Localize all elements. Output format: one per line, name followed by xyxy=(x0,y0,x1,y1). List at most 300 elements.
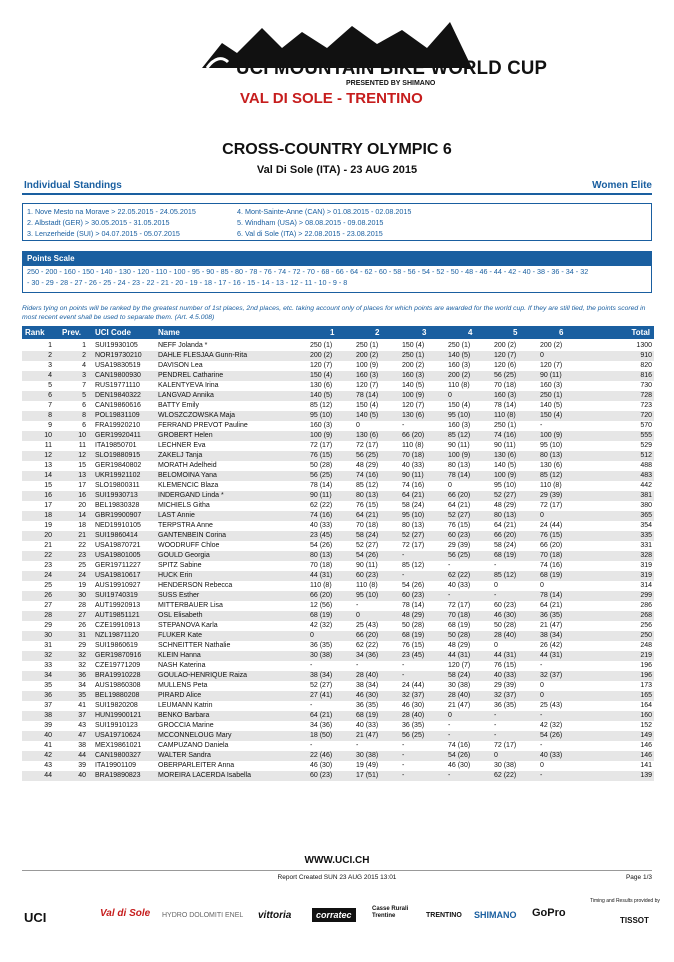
website-link[interactable]: WWW.UCI.CH xyxy=(304,855,370,866)
rank-cell: 25 xyxy=(44,582,52,589)
table-row xyxy=(22,431,654,441)
uci-code-cell: USA19830519 xyxy=(95,362,141,369)
rider-name-cell: BENKO Barbara xyxy=(158,712,210,719)
rank-cell: 31 xyxy=(44,642,52,649)
rider-name-cell: MITTERBAUER Lisa xyxy=(158,602,223,609)
event-4-points-cell: 160 (3) xyxy=(448,362,471,369)
event-1-points-cell: 72 (17) xyxy=(310,442,333,449)
event-4-points-cell: 64 (21) xyxy=(448,502,471,509)
event-3-points-cell: 60 (23) xyxy=(402,592,425,599)
event-item: 5. Windham (USA) > 08.08.2015 - 09.08.2015 xyxy=(237,218,384,227)
event-1-points-cell: 22 (46) xyxy=(310,752,333,759)
event-2-points-cell: 160 (3) xyxy=(356,372,379,379)
total-points-cell: 488 xyxy=(640,462,652,469)
uci-code-cell: BEL19830328 xyxy=(95,502,140,509)
event-5-points-cell: 70 (18) xyxy=(494,382,517,389)
event-2-points-cell: 95 (10) xyxy=(356,592,379,599)
event-6-points-cell: 21 (47) xyxy=(540,622,563,629)
rank-cell: 30 xyxy=(44,632,52,639)
event-4-points-cell: 46 (30) xyxy=(448,762,471,769)
col-event-4: 4 xyxy=(468,328,473,337)
col-prev: Prev. xyxy=(62,328,81,337)
col-code: UCI Code xyxy=(95,328,131,337)
event-5-points-cell: 40 (33) xyxy=(494,672,517,679)
sponsor-logo-gopro: GoPro xyxy=(532,907,566,919)
sponsor-logo-casse-rurali: Casse Rurali Trentine xyxy=(372,906,409,919)
event-5-points-cell: 58 (24) xyxy=(494,542,517,549)
prev-rank-cell: 12 xyxy=(78,452,86,459)
event-2-points-cell: 54 (26) xyxy=(356,552,379,559)
rank-cell: 37 xyxy=(44,702,52,709)
event-6-points-cell: 78 (14) xyxy=(540,592,563,599)
event-4-points-cell: 68 (19) xyxy=(448,622,471,629)
event-4-points-cell: 70 (18) xyxy=(448,612,471,619)
event-1-points-cell: 130 (6) xyxy=(310,382,333,389)
total-points-cell: 723 xyxy=(640,402,652,409)
rider-name-cell: LANGVAD Annika xyxy=(158,392,214,399)
event-2-points-cell: 66 (20) xyxy=(356,632,379,639)
event-6-points-cell: 110 (8) xyxy=(540,482,562,489)
uci-code-cell: AUT19851121 xyxy=(95,612,140,619)
table-row xyxy=(22,711,654,721)
prev-rank-cell: 41 xyxy=(78,702,86,709)
event-6-points-cell: 76 (15) xyxy=(540,532,563,539)
prev-rank-cell: 23 xyxy=(78,552,86,559)
event-1-points-cell: 52 (27) xyxy=(310,682,333,689)
event-2-points-cell: 56 (25) xyxy=(356,452,379,459)
prev-rank-cell: 18 xyxy=(78,522,86,529)
rider-name-cell: MCCONNELOUG Mary xyxy=(158,732,232,739)
event-1-points-cell: 250 (1) xyxy=(310,342,333,349)
uci-code-cell: GER19711227 xyxy=(95,562,141,569)
total-points-cell: 1300 xyxy=(636,342,652,349)
total-points-cell: 165 xyxy=(640,692,652,699)
event-2-points-cell: 36 (35) xyxy=(356,702,379,709)
header-divider xyxy=(22,193,652,195)
total-points-cell: 910 xyxy=(640,352,652,359)
uci-code-cell: SUI19860414 xyxy=(95,532,138,539)
event-logo xyxy=(196,18,548,110)
event-6-points-cell: 72 (17) xyxy=(540,502,563,509)
rider-name-cell: GROCCIA Marine xyxy=(158,722,214,729)
event-3-points-cell: 160 (3) xyxy=(402,372,425,379)
uci-code-cell: AUT19920913 xyxy=(95,602,141,609)
total-points-cell: 730 xyxy=(640,382,652,389)
table-row xyxy=(22,601,654,611)
event-5-points-cell: 72 (17) xyxy=(494,742,517,749)
event-3-points-cell: 110 (8) xyxy=(402,442,424,449)
total-points-cell: 328 xyxy=(640,552,652,559)
event-4-points-cell: - xyxy=(448,772,451,779)
event-5-points-cell: 29 (39) xyxy=(494,682,517,689)
uci-code-cell: POL19831109 xyxy=(95,412,140,419)
event-2-points-cell: 28 (40) xyxy=(356,672,379,679)
uci-code-cell: SUI19860619 xyxy=(95,642,138,649)
event-5-points-cell: 48 (29) xyxy=(494,502,517,509)
event-5-points-cell: 120 (7) xyxy=(494,352,517,359)
event-3-points-cell: 70 (18) xyxy=(402,452,425,459)
rider-name-cell: KLEIN Hanna xyxy=(158,652,201,659)
event-3-points-cell: 100 (9) xyxy=(402,392,425,399)
uci-code-cell: BRA19890823 xyxy=(95,772,141,779)
event-1-points-cell: 95 (10) xyxy=(310,412,333,419)
event-4-points-cell: - xyxy=(448,732,451,739)
event-1-points-cell: 66 (20) xyxy=(310,592,333,599)
event-3-points-cell: 46 (30) xyxy=(402,702,425,709)
prev-rank-cell: 28 xyxy=(78,602,86,609)
event-4-points-cell: 100 (9) xyxy=(448,452,471,459)
uci-code-cell: USA19710624 xyxy=(95,732,141,739)
event-5-points-cell: - xyxy=(494,722,497,729)
total-points-cell: 442 xyxy=(640,482,652,489)
total-points-cell: 365 xyxy=(640,512,652,519)
event-4-points-cell: 52 (27) xyxy=(448,512,471,519)
table-row xyxy=(22,691,654,701)
event-3-points-cell: 140 (5) xyxy=(402,382,425,389)
event-5-points-cell: 36 (35) xyxy=(494,702,517,709)
event-4-points-cell: 0 xyxy=(448,482,452,489)
event-3-points-cell: - xyxy=(402,422,405,429)
rank-cell: 17 xyxy=(44,502,52,509)
uci-code-cell: USA19801005 xyxy=(95,552,141,559)
event-3-points-cell: 150 (4) xyxy=(402,342,425,349)
rank-cell: 28 xyxy=(44,612,52,619)
rider-name-cell: GOULD Georgia xyxy=(158,552,210,559)
event-5-points-cell: 90 (11) xyxy=(494,442,516,449)
event-2-points-cell: 62 (22) xyxy=(356,642,379,649)
event-3-points-cell: 250 (1) xyxy=(402,352,425,359)
event-3-points-cell: 90 (11) xyxy=(402,472,424,479)
rider-name-cell: GANTENBEIN Corina xyxy=(158,532,227,539)
rank-cell: 40 xyxy=(44,732,52,739)
tie-rule-note: Riders tying on points will be ranked by the greatest number of 1st places, 2nd places, etc. taking account only of places for which points are awarded for the world cup. If they are still tied, the points scored in most recent event shall be used to separate them. (Art. 4.5.008) xyxy=(22,305,646,321)
event-1-points-cell: 27 (41) xyxy=(310,692,333,699)
prev-rank-cell: 35 xyxy=(78,692,86,699)
event-6-points-cell: 38 (34) xyxy=(540,632,563,639)
rank-cell: 41 xyxy=(44,742,52,749)
event-4-points-cell: 50 (28) xyxy=(448,632,471,639)
prev-rank-cell: 34 xyxy=(78,682,86,689)
event-2-points-cell: 110 (8) xyxy=(356,582,378,589)
rank-cell: 16 xyxy=(44,492,52,499)
event-2-points-cell: 25 (43) xyxy=(356,622,379,629)
event-6-points-cell: 24 (44) xyxy=(540,522,563,529)
prev-rank-cell: 13 xyxy=(78,472,86,479)
uci-code-cell: SLO19880915 xyxy=(95,452,141,459)
total-points-cell: 152 xyxy=(640,722,652,729)
event-1-points-cell: 90 (11) xyxy=(310,492,332,499)
rider-name-cell: PENDREL Catharine xyxy=(158,372,224,379)
rank-cell: 3 xyxy=(48,362,52,369)
event-6-points-cell: 0 xyxy=(540,682,544,689)
event-2-points-cell: 52 (27) xyxy=(356,542,379,549)
event-3-points-cell: 52 (27) xyxy=(402,532,425,539)
col-event-1: 1 xyxy=(330,328,335,337)
rider-name-cell: STEPANOVA Karla xyxy=(158,622,218,629)
prev-rank-cell: 22 xyxy=(78,542,86,549)
uci-code-cell: AUS19910927 xyxy=(95,582,141,589)
event-5-points-cell: - xyxy=(494,562,497,569)
event-5-points-cell: 95 (10) xyxy=(494,482,517,489)
total-points-cell: 248 xyxy=(640,642,652,649)
uci-code-cell: MEX19861021 xyxy=(95,742,142,749)
rider-name-cell: PIRARD Alice xyxy=(158,692,202,699)
event-3-points-cell: - xyxy=(402,552,405,559)
rider-name-cell: WALTER Sandra xyxy=(158,752,211,759)
rank-cell: 34 xyxy=(44,672,52,679)
total-points-cell: 354 xyxy=(640,522,652,529)
table-row xyxy=(22,451,654,461)
event-1-points-cell: 50 (28) xyxy=(310,462,333,469)
total-points-cell: 314 xyxy=(640,582,652,589)
table-row xyxy=(22,471,654,481)
table-row xyxy=(22,461,654,471)
uci-code-cell: USA19810617 xyxy=(95,572,141,579)
event-4-points-cell: 90 (11) xyxy=(448,442,470,449)
event-6-points-cell: 0 xyxy=(540,352,544,359)
rider-name-cell: NEFF Jolanda * xyxy=(158,342,208,349)
rider-name-cell: SCHNEITTER Nathalie xyxy=(158,642,231,649)
event-3-points-cell: 23 (45) xyxy=(402,652,425,659)
rank-cell: 7 xyxy=(48,402,52,409)
event-3-points-cell: 40 (33) xyxy=(402,462,425,469)
event-2-points-cell: 80 (13) xyxy=(356,492,379,499)
event-5-points-cell: 130 (6) xyxy=(494,452,517,459)
sponsor-logo-vittoria: vittoria xyxy=(258,910,292,921)
uci-code-cell: FRA19920210 xyxy=(95,422,141,429)
rank-cell: 26 xyxy=(44,592,52,599)
prev-rank-cell: 25 xyxy=(78,562,86,569)
event-6-points-cell: 0 xyxy=(540,692,544,699)
event-2-points-cell: 120 (7) xyxy=(356,382,379,389)
event-3-points-cell: - xyxy=(402,772,405,779)
uci-code-cell: SUI19930105 xyxy=(95,342,138,349)
prev-rank-cell: 29 xyxy=(78,642,86,649)
prev-rank-cell: 36 xyxy=(78,672,86,679)
sponsor-logo-trentino: TRENTINO xyxy=(426,912,462,919)
prev-rank-cell: 6 xyxy=(82,422,86,429)
event-5-points-cell: 100 (9) xyxy=(494,472,517,479)
event-2-points-cell: 200 (2) xyxy=(356,352,379,359)
event-4-points-cell: - xyxy=(448,722,451,729)
event-1-points-cell: 85 (12) xyxy=(310,402,333,409)
event-2-points-cell: 34 (36) xyxy=(356,652,379,659)
table-row xyxy=(22,551,654,561)
event-1-points-cell: 200 (2) xyxy=(310,352,333,359)
table-header xyxy=(22,326,654,339)
uci-code-cell: BRA19910228 xyxy=(95,672,141,679)
prev-rank-cell: 47 xyxy=(78,732,86,739)
event-6-points-cell: 29 (39) xyxy=(540,492,563,499)
table-row xyxy=(22,681,654,691)
table-row xyxy=(22,701,654,711)
rider-name-cell: GROBERT Helen xyxy=(158,432,213,439)
total-points-cell: 256 xyxy=(640,622,652,629)
event-6-points-cell: 85 (12) xyxy=(540,472,563,479)
uci-code-cell: NOR19730210 xyxy=(95,352,142,359)
uci-code-cell: SUI19740319 xyxy=(95,592,138,599)
event-2-points-cell: 140 (5) xyxy=(356,412,379,419)
rider-name-cell: MICHIELS Githa xyxy=(158,502,210,509)
rank-cell: 10 xyxy=(44,432,52,439)
event-1-points-cell: 30 (38) xyxy=(310,652,333,659)
event-5-points-cell: 64 (21) xyxy=(494,522,517,529)
event-1-points-cell: 0 xyxy=(310,632,314,639)
event-6-points-cell: 200 (2) xyxy=(540,342,563,349)
uci-code-cell: NED19910105 xyxy=(95,522,141,529)
event-5-points-cell: 50 (28) xyxy=(494,622,517,629)
event-5-points-cell: 140 (5) xyxy=(494,462,517,469)
event-5-points-cell: 0 xyxy=(494,582,498,589)
prev-rank-cell: 16 xyxy=(78,492,86,499)
event-6-points-cell: 36 (35) xyxy=(540,612,563,619)
event-4-points-cell: 56 (25) xyxy=(448,552,471,559)
event-4-points-cell: 0 xyxy=(448,712,452,719)
sponsor-logo-uci: UCI xyxy=(24,910,47,925)
event-4-points-cell: 110 (8) xyxy=(448,382,470,389)
table-row xyxy=(22,761,654,771)
uci-code-cell: SLO19800311 xyxy=(95,482,140,489)
rank-cell: 1 xyxy=(48,342,52,349)
event-item: 1. Nove Mesto na Morave > 22.05.2015 - 24.05.2015 xyxy=(27,207,196,216)
rank-cell: 5 xyxy=(48,382,52,389)
event-3-points-cell: 68 (19) xyxy=(402,632,425,639)
event-2-points-cell: 72 (17) xyxy=(356,442,379,449)
page-subtitle: Val Di Sole (ITA) - 23 AUG 2015 xyxy=(256,164,418,176)
event-4-points-cell: 250 (1) xyxy=(448,342,471,349)
rank-cell: 39 xyxy=(44,722,52,729)
uci-code-cell: BEL19880208 xyxy=(95,692,140,699)
total-points-cell: 139 xyxy=(640,772,652,779)
uci-code-cell: ITA19901109 xyxy=(95,762,136,769)
rank-cell: 29 xyxy=(44,622,52,629)
event-4-points-cell: 95 (10) xyxy=(448,412,471,419)
event-1-points-cell: 46 (30) xyxy=(310,762,333,769)
rider-name-cell: INDERGAND Linda * xyxy=(158,492,224,499)
table-row xyxy=(22,521,654,531)
total-points-cell: 331 xyxy=(640,542,652,549)
event-3-points-cell: 66 (20) xyxy=(402,432,425,439)
rider-name-cell: DAVISON Lea xyxy=(158,362,203,369)
event-2-points-cell: 78 (14) xyxy=(356,392,379,399)
rider-name-cell: HENDERSON Rebecca xyxy=(158,582,233,589)
event-1-points-cell: 56 (25) xyxy=(310,472,333,479)
event-1-points-cell: 38 (34) xyxy=(310,672,333,679)
rank-cell: 38 xyxy=(44,712,52,719)
prev-rank-cell: 19 xyxy=(78,582,86,589)
sponsor-logo-hydro: HYDRO DOLOMITI ENEL xyxy=(162,912,244,919)
total-points-cell: 335 xyxy=(640,532,652,539)
event-1-points-cell: 140 (5) xyxy=(310,392,333,399)
event-4-points-cell: - xyxy=(448,592,451,599)
event-6-points-cell: 68 (19) xyxy=(540,572,563,579)
rank-cell: 43 xyxy=(44,762,52,769)
total-points-cell: 173 xyxy=(640,682,652,689)
event-2-points-cell: 0 xyxy=(356,422,360,429)
event-5-points-cell: 120 (6) xyxy=(494,362,517,369)
event-4-points-cell: 30 (38) xyxy=(448,682,471,689)
table-row xyxy=(22,561,654,571)
col-name: Name xyxy=(158,328,180,337)
event-3-points-cell: 64 (21) xyxy=(402,492,425,499)
table-row xyxy=(22,721,654,731)
uci-code-cell: GER19870916 xyxy=(95,652,142,659)
event-1-points-cell: 70 (18) xyxy=(310,562,333,569)
table-row xyxy=(22,531,654,541)
col-event-3: 3 xyxy=(422,328,427,337)
event-6-points-cell: 100 (9) xyxy=(540,432,563,439)
rank-cell: 9 xyxy=(48,422,52,429)
rank-cell: 11 xyxy=(44,442,52,449)
table-row xyxy=(22,421,654,431)
uci-code-cell: SUI19930713 xyxy=(95,492,138,499)
event-1-points-cell: - xyxy=(310,742,313,749)
table-row xyxy=(22,771,654,781)
event-2-points-cell: 250 (1) xyxy=(356,342,379,349)
event-1-points-cell: 40 (33) xyxy=(310,522,333,529)
total-points-cell: 164 xyxy=(640,702,652,709)
event-6-points-cell: 26 (42) xyxy=(540,642,563,649)
event-5-points-cell: 85 (12) xyxy=(494,572,517,579)
event-4-points-cell: 85 (12) xyxy=(448,432,471,439)
prev-rank-cell: 3 xyxy=(82,372,86,379)
prev-rank-cell: 37 xyxy=(78,712,86,719)
event-2-points-cell: 30 (38) xyxy=(356,752,379,759)
prev-rank-cell: 30 xyxy=(78,592,86,599)
total-points-cell: 319 xyxy=(640,572,652,579)
prev-rank-cell: 38 xyxy=(78,742,86,749)
event-6-points-cell: 80 (13) xyxy=(540,452,563,459)
prev-rank-cell: 7 xyxy=(82,382,86,389)
rider-name-cell: KALENTYEVA Irina xyxy=(158,382,219,389)
prev-rank-cell: 32 xyxy=(78,662,86,669)
table-row xyxy=(22,361,654,371)
report-created: Report Created SUN 23 AUG 2015 13:01 xyxy=(277,874,397,881)
events-box xyxy=(22,203,652,241)
rank-cell: 21 xyxy=(44,542,52,549)
event-5-points-cell: 28 (40) xyxy=(494,632,517,639)
event-item: 2. Albstadt (GER) > 30.05.2015 - 31.05.2015 xyxy=(27,218,170,227)
event-4-points-cell: - xyxy=(448,562,451,569)
event-3-points-cell: - xyxy=(402,572,405,579)
rider-name-cell: NASH Katerina xyxy=(158,662,206,669)
event-4-points-cell: 120 (7) xyxy=(448,662,471,669)
event-3-points-cell: 80 (13) xyxy=(402,522,425,529)
event-4-points-cell: 78 (14) xyxy=(448,472,471,479)
event-6-points-cell: 70 (18) xyxy=(540,552,563,559)
rider-name-cell: OSL Elisabeth xyxy=(158,612,203,619)
prev-rank-cell: 11 xyxy=(78,442,86,449)
total-points-cell: 268 xyxy=(640,612,652,619)
event-4-points-cell: 160 (3) xyxy=(448,422,471,429)
event-2-points-cell: 21 (47) xyxy=(356,732,379,739)
event-2-points-cell: 70 (18) xyxy=(356,522,379,529)
event-2-points-cell: 150 (4) xyxy=(356,402,379,409)
uci-code-cell: ITA19850701 xyxy=(95,442,137,449)
event-1-points-cell: 76 (15) xyxy=(310,452,333,459)
total-points-cell: 196 xyxy=(640,672,652,679)
event-2-points-cell: 19 (49) xyxy=(356,762,379,769)
event-4-points-cell: 74 (16) xyxy=(448,742,471,749)
table-row xyxy=(22,371,654,381)
event-5-points-cell: 46 (30) xyxy=(494,612,517,619)
uci-code-cell: SUI19820208 xyxy=(95,702,138,709)
sponsor-logo-valdisole: Val di Sole xyxy=(100,908,151,919)
total-points-cell: 299 xyxy=(640,592,652,599)
event-3-points-cell: - xyxy=(402,762,405,769)
event-item: 6. Val di Sole (ITA) > 22.08.2015 - 23.08.2015 xyxy=(237,229,383,238)
event-4-points-cell: 60 (23) xyxy=(448,532,471,539)
